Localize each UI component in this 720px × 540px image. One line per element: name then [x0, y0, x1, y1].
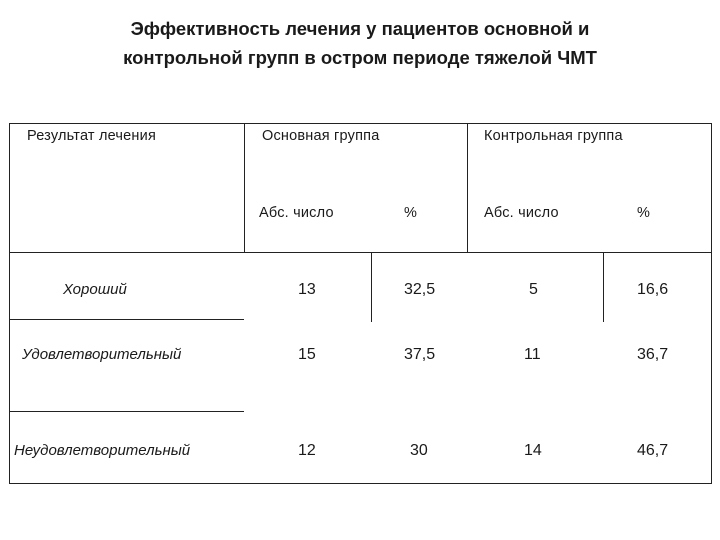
- header-control-abs: Абс. число: [484, 205, 559, 221]
- row-3-main-pct: 30: [410, 442, 428, 459]
- row-divider-1: [9, 319, 244, 320]
- header-main-pct: %: [404, 205, 418, 221]
- table-border-left: [9, 123, 10, 484]
- row-2-main-abs: 15: [298, 346, 316, 363]
- header-bottom-line: [9, 252, 712, 253]
- header-result: Результат лечения: [27, 128, 156, 144]
- row-divider-2: [9, 411, 244, 412]
- row-1-main-abs: 13: [298, 281, 316, 298]
- row-3-main-abs: 12: [298, 442, 316, 459]
- title-line-1: Эффективность лечения у пациентов основной и: [130, 18, 590, 39]
- row-2-main-pct: 37,5: [404, 346, 436, 363]
- row-2-control-pct: 36,7: [637, 346, 669, 363]
- header-main-group: Основная группа: [262, 128, 380, 144]
- title-line-2: контрольной групп в остром периоде тяжелой ЧМТ: [123, 47, 597, 68]
- table-border-right: [711, 123, 712, 484]
- row-2-result: Удовлетворительный: [22, 346, 182, 363]
- row-1-result: Хороший: [63, 281, 127, 298]
- header-divider-2: [467, 123, 468, 253]
- body-divider-main: [371, 252, 372, 322]
- table-border-top: [9, 123, 712, 124]
- table-border-bottom: [9, 483, 712, 484]
- header-main-abs: Абс. число: [259, 205, 334, 221]
- row-3-control-pct: 46,7: [637, 442, 669, 459]
- header-divider-1: [244, 123, 245, 253]
- row-1-control-abs: 5: [529, 281, 538, 298]
- body-divider-control: [603, 252, 604, 322]
- header-control-group: Контрольная группа: [484, 128, 623, 144]
- row-1-main-pct: 32,5: [404, 281, 436, 298]
- row-1-control-pct: 16,6: [637, 281, 669, 298]
- row-3-result: Неудовлетворительный: [14, 442, 191, 459]
- row-3-control-abs: 14: [524, 442, 542, 459]
- row-2-control-abs: 11: [524, 346, 541, 363]
- header-control-pct: %: [637, 205, 651, 221]
